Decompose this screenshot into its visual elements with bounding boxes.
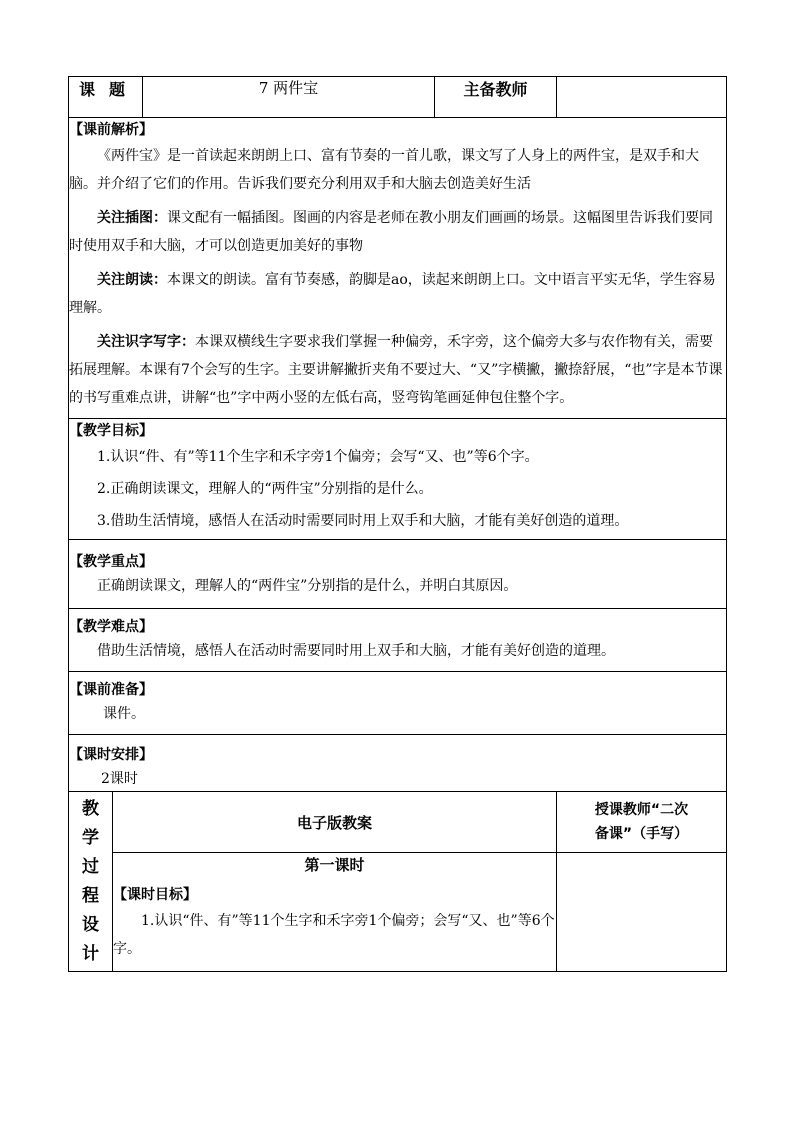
lead-teacher-value — [557, 77, 727, 118]
goal-item: 3.借助生活情境，感悟人在活动时需要同时用上双手和大脑，才能有美好创造的道理。 — [97, 513, 629, 529]
process-header-row — [69, 792, 727, 853]
goals-section — [69, 419, 727, 540]
process-body-row — [69, 853, 727, 972]
key-points-section — [69, 540, 727, 609]
electronic-plan-label: 电子版教案 — [113, 792, 557, 853]
illustration-text: 课文配有一幅插图。图画的内容是老师在教小朋友们画画的场景。这幅图里告诉我们要同时使用双手和大脑，才可以创造更加美好的事物 — [69, 210, 713, 254]
lead-teacher-label: 主备教师 — [435, 77, 557, 118]
difficulties-text: 借助生活情境，感悟人在活动时需要同时用上双手和大脑，才能有美好创造的道理。 — [97, 643, 615, 659]
preparation-title: 【课前准备】 — [69, 682, 153, 698]
lesson-plan-page — [68, 76, 726, 972]
key-points-text: 正确朗读课文，理解人的“两件宝”分别指的是什么，并明白其原因。 — [97, 578, 518, 594]
analysis-section — [69, 118, 727, 419]
analysis-title: 【课前解析】 — [69, 122, 153, 138]
handwritten-notes-area[interactable] — [557, 853, 727, 972]
lesson-title: 7 两件宝 — [143, 77, 435, 118]
schedule-section — [69, 735, 727, 792]
key-points-title: 【教学重点】 — [69, 554, 153, 570]
process-side-char: 计 — [82, 943, 99, 964]
goals-row — [69, 419, 727, 540]
schedule-text: 2课时 — [101, 771, 138, 787]
goal-item: 2.正确朗读课文，理解人的“两件宝”分别指的是什么。 — [97, 481, 433, 497]
preparation-text: 课件。 — [103, 706, 145, 722]
schedule-row — [69, 735, 727, 792]
writing-label: 关注识字写字： — [97, 334, 195, 350]
handwritten-label-line1: 授课教师“二次 — [594, 802, 689, 818]
preparation-row — [69, 672, 727, 735]
period-goal-text: 1.认识“件、有”等11个生字和禾字旁1个偏旁；会写“又、也”等6个字。 — [113, 913, 555, 957]
analysis-row — [69, 118, 727, 419]
difficulties-row — [69, 609, 727, 672]
lesson-plan-table — [68, 76, 727, 972]
writing-text: 本课双横线生字要求我们掌握一种偏旁，禾字旁，这个偏旁大多与农作物有关，需要拓展理解。本课有7个会写的生字。主要讲解撇折夹角不要过大、“又”字横撇，撇捺舒展，“也”字是本节课的书写重难点讲，讲解“也”字中两小竖的左低右高，竖弯钩笔画延伸包住整个字。 — [69, 334, 723, 406]
period-goal-title: 【课时目标】 — [113, 887, 197, 903]
analysis-writing — [69, 328, 726, 412]
process-side-char: 过 — [82, 856, 99, 877]
key-points-row — [69, 540, 727, 609]
goal-item: 1.认识“件、有”等11个生字和禾字旁1个偏旁；会写“又、也”等6个字。 — [97, 449, 539, 465]
period-title: 第一课时 — [304, 856, 365, 874]
handwritten-label-line2: 备课”（手写） — [594, 826, 689, 842]
difficulties-section — [69, 609, 727, 672]
header-row — [69, 77, 727, 118]
difficulties-title: 【教学难点】 — [69, 619, 153, 635]
lesson-title-label: 课题 — [69, 77, 143, 118]
process-side-label — [69, 792, 113, 972]
goals-title: 【教学目标】 — [69, 423, 153, 439]
preparation-section — [69, 672, 727, 735]
process-side-char: 学 — [82, 827, 99, 848]
handwritten-notes-label — [557, 792, 727, 853]
process-side-char: 设 — [82, 914, 99, 935]
process-side-char: 程 — [82, 885, 99, 906]
analysis-illustration — [69, 204, 726, 260]
analysis-intro: 《两件宝》是一首读起来朗朗上口、富有节奏的一首儿歌，课文写了人身上的两件宝，是双手和大脑。并介绍了它们的作用。告诉我们要充分利用双手和大脑去创造美好生活 — [69, 148, 699, 192]
electronic-plan-content — [113, 853, 557, 972]
process-side-char: 教 — [82, 798, 99, 819]
illustration-label: 关注插图： — [97, 210, 167, 226]
reading-label: 关注朗读： — [97, 272, 167, 288]
schedule-title: 【课时安排】 — [69, 747, 153, 763]
reading-text: 本课文的朗读。富有节奏感，韵脚是ao，读起来朗朗上口。文中语言平实无华，学生容易理解。 — [69, 272, 716, 316]
analysis-reading — [69, 266, 726, 322]
